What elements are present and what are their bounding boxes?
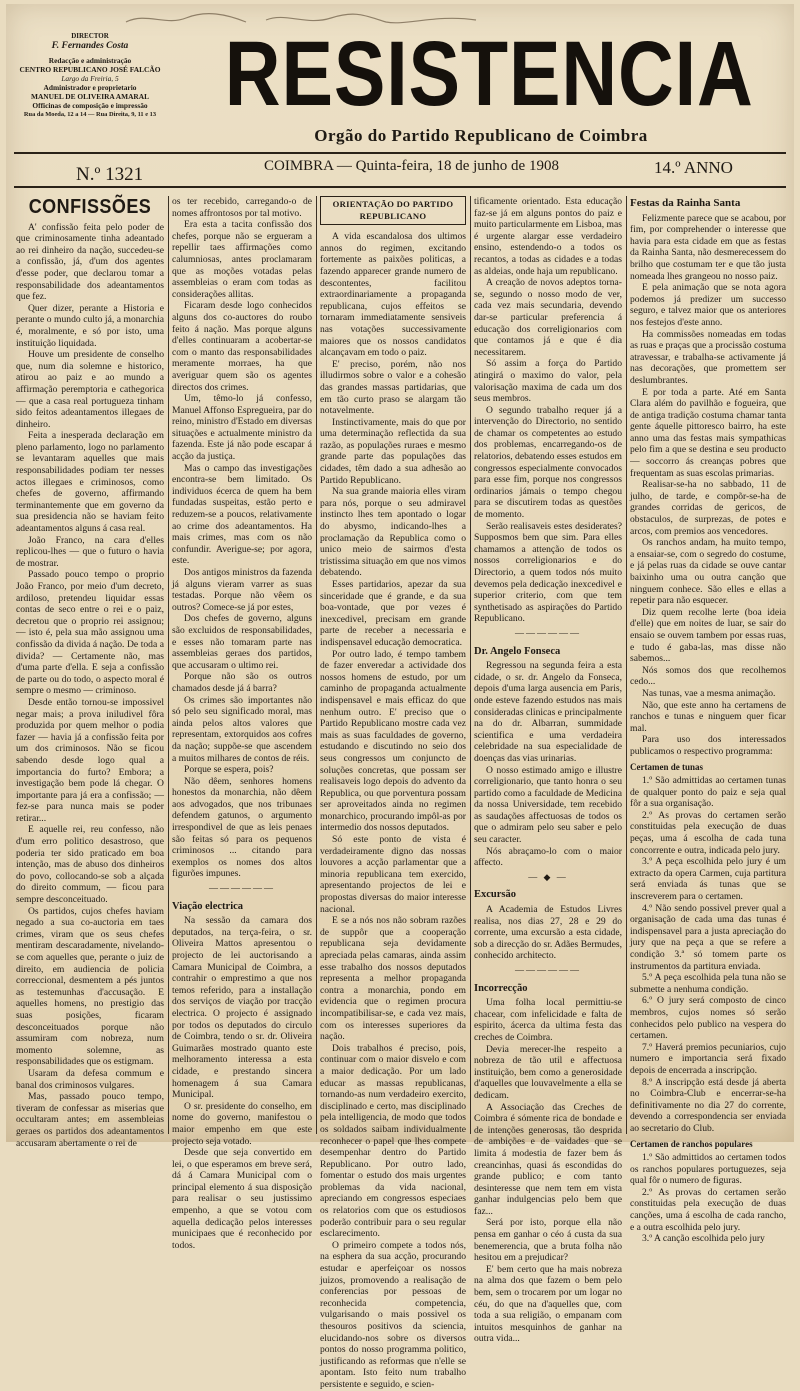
paragraph: Dos chefes de governo, alguns são excluidos de responsabilidades, e esses não tomaram parte nas assembleias geraes dos partidos, que accusaram o ultimo rei. <box>172 613 312 671</box>
paragraph: Porque não são os outros chamados desde já á barra? <box>172 671 312 694</box>
paragraph: Os partidos, cujos chefes haviam negado a sua co-auctoria em taes crimes, viram que os seus chefes mentiram descaradamente, nivelando-se com aquelles que, perante o juiz de direito, em audiencia de policia correccional, desmentem a pés juntos as testemunhas d'accusação. E aquelles homens, no prestigio das suas posições, ficaram desconceituados porque não assumiram com nobreza, num momento solemne, as responsabilidades que os estigmam. <box>16 905 164 1068</box>
issue-year: 14.º ANNO <box>654 158 733 177</box>
list-item: 1.º São admittidos ao certamen todos os ranchos populares portuguezes, seja qual fôr o numero de figuras. <box>630 1152 786 1187</box>
masthead-rule-bottom <box>14 186 786 188</box>
paragraph: Quer dizer, perante a Historia e perante o mundo culto já, a monarchia é, moralmente, e só por isto, uma instituição liquidada. <box>16 302 164 349</box>
column-3 <box>320 196 466 1390</box>
column-divider <box>316 196 317 1134</box>
paragraph: Usaram da defesa commum e banal dos criminosos vulgares. <box>16 1067 164 1091</box>
paragraph: Será por isto, porque ella não pensa em ganhar o céo á custa da sua benemerencia, que a bruta folha não hesitou em a prejudicar? <box>474 1217 622 1264</box>
paragraph: A Associação das Creches de Coimbra é sómente rica de bondade e de intenções generosas, tão desprida de ambições e de vaidades que se limita á modestia de fazer bem ás creancinhas, quasi ás escondidas do grande publico; e com tanto desinteresse que nem tem em vista ganhar indulgencias pelo bem que faz... <box>474 1101 622 1217</box>
paragraph: Houve um presidente de conselho que, num dia solemne e historico, atirou ao paiz e ao mundo a affirmação peremptoria e cathegorica — que a casa real portugueza tinham sido feitos adeantamentos illegaes de dinheiro. <box>16 349 164 430</box>
paragraph: E se a nós nos não sobram razões de suppôr que a cooperação republicana seja devidamente apreciada pelas camaras, ainda assim esse trabalho dos nossos deputados representa a melhor propaganda contra a monarchia, pondo em evidencia que o regimen procura incompatibilisar-se, e cada vez mais, com os interesses superiores da nação. <box>320 915 466 1043</box>
paragraph: Desde então tornou-se impossivel negar mais; a prova iniludivel fôra produzida por quem melhor o podia fazer — havia já a confissão feita por um dos criminosos. Não se ficou sabendo desde logo qual a importancia do furto? Embora; a investigação bem pode lá chegar. O importante para já era a confissão; — fez-se para nunca mais se poder retirar... <box>16 696 164 824</box>
paragraph: Esses partidarios, apezar da sua sinceridade que é grande, e da sua boa-vontade, que por vezes é inexcedivel, precisam em grande parte de receber a necessaria e indispensavel educação democratica. <box>320 579 466 648</box>
paragraph: Uma folha local permittiu-se chacear, com infelicidade e falta de espirito, ácerca da ultima festa das creches de Coimbra. <box>474 997 622 1043</box>
paragraph: Nós somos dos que recolhemos cedo... <box>630 664 786 688</box>
column-divider <box>626 196 627 1134</box>
list-item: 1.º São admittidas ao certamen tunas de qualquer ponto do paiz e seja qual fôr a sua organisação. <box>630 775 786 810</box>
masthead-rule-top <box>14 152 786 154</box>
paragraph: Mas o campo das investigações encontra-se bem limitado. Os individuos écerca de quem ha bem fundadas suspeitas, estão perto e reduzem-se a poucos, relativamente ao crime dos adeantamentos. Ha mais crimes, mas com os não confundir. Averigue-se; por agora, este. <box>172 462 312 567</box>
paragraph: Diz quem recolhe lerte (boa ideia d'elle) que em noites de luar, se sair do ensaio se ouvem tambem por essas ruas, e tudo é gaba-las, mas disse não sabemos... <box>630 606 786 665</box>
column-divider <box>470 196 471 1134</box>
redaccao-address: Largo da Freiria, 5 <box>61 74 119 83</box>
paragraph: Um, têmo-lo já confesso, Manuel Affonso Espregueira, par do reino, ministro d'Estado em diversas situações e actualmente ministro da fazenda. Este já não pode escapar á acção da justiça. <box>172 393 312 463</box>
section-heading-festas: Festas da Rainha Santa <box>630 197 741 209</box>
paragraph: A vida escandalosa dos ultimos annos do regimen, excitando fortemente as paixões politicas, a fazendo apparecer grande numero de descontentes, facilitou extraordinariamente a propaganda republicana, cujos effeitos se tornaram immediatamente sensiveis nas votações successivamente maiores que os nossos candidatos alcançavam em todo o paiz. <box>320 231 466 359</box>
paragraph: Dois trabalhos é preciso, pois, continuar com o maior disvelo e com a maior dedicação. Por um lado educar as massas republicanas, tornando-as num verdadeiro exercito, disciplinado e certo, mas disciplinado pela intelligencia, de modo que todos os soldados saibam individualmente reconhecer o papel que lhes compete desempenhar dentro do Partido Republicano. Por outro lado, fomentar o estudo dos mais urgentes problemas da vida nacional, apreciando em congressos especiaes os relatorios com que os estudiosos poderão contribuir para o seu regular esclarecimento. <box>320 1042 466 1240</box>
column-4 <box>474 196 622 1345</box>
paragraph: E por toda a parte. Até em Santa Clara além do pavilhão e fogueira, que de antiga tradição costuma chamar tanta gente áquelle pittoresco bairro, ha este anno uma das festas mais sympathicas pelo fim a que se destina e seu producto — soccorro ás creanças pobres que frequentam as suas escolas primarias. <box>630 386 786 479</box>
issue-number: N.º 1321 <box>76 164 144 185</box>
paragraph: Nas tunas, vae a mesma animação. <box>642 687 776 699</box>
redaccao-label: Redacção e administração <box>48 56 132 65</box>
dateline <box>14 156 786 185</box>
paragraph: O nosso estimado amigo e illustre correligionario, que tanto honra o seu partido como a faculdade de Medicina da nossa Universidade, tem recebido as saudações affectuosas de todos os que o admiram pelo seu saber e pelo seu caracter. <box>474 764 622 846</box>
masthead-imprint <box>14 32 166 119</box>
list-item: 2.º As provas do certamen serão constituidas pela execução de duas peças, uma á escolha de cada tuna concorrente e outra, indicada pelo jury. <box>630 809 786 856</box>
section-ornament: — ◆ — <box>528 871 568 882</box>
paragraph: Felizmente parece que se acabou, por fim, por comprehender o interesse que havia para esta cidade em que as festas da Rainha Santa, não desmerecessem do brilho que costumam ter e que tão justa nomeada lhes grangeou no nosso paiz. <box>630 212 786 282</box>
list-item: 4.º Não sendo possivel prever qual a organisação de cada uma das tunas é indispensavel para a justa apreciação do jury que na peça a que se refere a condição 3.ª só tomem parte os instrumentos da partitura enviada. <box>630 902 786 972</box>
paragraph: os ter recebido, carregando-o de nomes affrontosos por tal motivo. <box>172 196 312 219</box>
subheading-certamen-tunas: Certamen de tunas <box>630 761 703 772</box>
paragraph: Só assim a força do Partido atingirá o maximo do valor, pela valorisação maxima de cada um dos seus membros. <box>474 358 622 405</box>
paragraph: Feita a inesperada declaração em pleno parlamento, logo no parlamento se levantaram aquelles que mais responsabilidades podiam ter nesses actos illegaes e criminosos, como chefes de governo, affirmando terminantemente que em governo da sua presidencia não se haviam feito adeantamentos alguns á casa real. <box>16 430 164 535</box>
section-ornament: —————— <box>515 627 581 638</box>
newspaper-subtitle: Orgão do Partido Republicano de Coimbra <box>314 126 648 145</box>
section-ornament: —————— <box>515 965 581 975</box>
paragraph: A' confissão feita pelo poder de que criminosamente tinha adeantado ao rei dinheiro da nação, succedeu-se a confissão, já, d'um dos agentes d'esse poder, que declarou tomar a responsabilidade dos adeantamentos que fez. <box>16 221 164 303</box>
list-item: 6.º O jury será composto de cinco membros, cujos nomes só serão conhecidos pelo publico na vespera do certamen. <box>630 995 786 1042</box>
issue-date: COIMBRA — Quinta-feira, 18 de junho de 1908 <box>264 158 559 174</box>
subheading-certamen-ranchos: Certamen de ranchos populares <box>630 1138 753 1149</box>
paragraph: E pela animação que se nota agora podemos já predizer um successo seguro, e talvez maior que os anteriores nos festejos d'este anno. <box>630 282 786 328</box>
paragraph: João Franco, na cara d'elles replicou-lhes — que o futuro o havia de mostrar. <box>16 534 164 569</box>
paragraph: Os crimes são importantes não só pelo seu significado moral, mas ainda pelos altos valores que representam, extorquidos aos cofres da nação; suppõe-se que ascendem a muitos milhares de contos de réis. <box>172 694 312 764</box>
paragraph: Serão realisaveis estes desiderates? Supposmos bem que sim. Para elles chamamos a attenção de todos os nossos correligionarios e do Directorio, a quem todos nós muito devemos pela dedicação inexcedivel e superior criterio, com que tem synthetisado as aspirações do Partido Republicano. <box>474 520 622 625</box>
paragraph: Na sua grande maioria elles viram para nós, porque o seu admiravel instincto lhes tem apontado o logar do abysmo, indicando-lhes a proclamação da Republica como o unico meio de sairmos d'esta tristissima situação em que nos vimos debatendo. <box>320 486 466 579</box>
section-heading-viacao: Viação electrica <box>172 900 244 912</box>
paragraph: Instinctivamente, mais do que por uma determinação reflectida da sua razão, as populações ruraes e mesmo grande parte das populações das cidades, têm dado a sua adhesão ao Partido Republicano. <box>320 416 466 486</box>
admin-label: Administrador e proprietario <box>43 83 137 92</box>
paragraph: A creação de novos adeptos torna-se, segundo o nosso modo de ver, cada vez mais secundaria, devendo dar-se particular preferencia á educação dos correligionarios com que contamos já e que é dia necessitarem. <box>474 277 622 358</box>
list-item: 2.º As provas do certamen serão constituidas pela execução de duas canções, uma á escolha de cada rancho, e a outra escolhida pelo jury. <box>630 1186 786 1233</box>
redaccao-place: CENTRO REPUBLICANO JOSÉ FALCÃO <box>19 65 161 74</box>
paragraph: O segundo trabalho requer já a intervenção do Directorio, no sentido de chamar os competentes ao estudo dos problemas, encarregando-os de relatorios, debatendo esses estudos em congressos especialmente convocados para esse fim, porque nos congressos ordinarios jámais o tempo chegou para se discutirem todas as questões de momento. <box>474 404 622 521</box>
column-divider <box>168 196 169 1134</box>
paragraph: E' bem certo que ha mais nobreza na alma dos que fazem o bem pelo bem, sem o trocarem por um logar no céu, do que na d'aquelles que, com toda a sua religião, o empanam com intuitos mesquinhos de ganhar na outra vida... <box>474 1263 622 1345</box>
section-heading-excursao: Excursão <box>474 889 516 901</box>
director-label: DIRECTOR <box>71 32 109 40</box>
paragraph: O primeiro compete a todos nós, na esphera da sua acção, procurando estudar e aperfeiçoar os nossos juizos, promovendo a realisação de conferencias por pessoas de reconhecida competencia, vulgarisando o mais possivel os thesouros positivos da sciencia, elucidando-nos sobre os diversos pontos do nosso programma politico, justificando as reformas que n'elle se apontam. Isto feito num trabalho persistente e seguido, e scien- <box>320 1239 466 1390</box>
list-item: 3.º A canção escolhida pelo jury <box>642 1233 765 1245</box>
paragraph: Dos antigos ministros da fazenda já alguns vieram varrer as suas testadas. Porque não vêem os outros? Comece-se já por estes, <box>172 567 312 613</box>
paragraph: Na sessão da camara dos deputados, na terça-feira, o sr. Oliveira Mattos apresentou o projecto de lei auctorisando a Camara Municipal de Coimbra, a contrahir o emprestimo a que nos temos referido, para a installação dos serviços de viação por tracção electrica. O projecto é assignado por todos os deputados do circulo de Coimbra, tendo o sr. dr. Oliveira Guimarães mostrado quanto este melhoramento interessa a esta cidade, e prestando sincera homenagem á sua Camara Municipal. <box>172 915 312 1101</box>
paragraph: Realisar-se-ha no sabbado, 11 de julho, de tarde, e compõr-se-ha de grandes corridas de gericos, de obstaculos, de surprezas, de potes e arcos, com premios aos vencedores. <box>630 479 786 537</box>
masthead <box>176 23 786 146</box>
paragraph: A Academia de Estudos Livres realisa, nos dias 27, 28 e 29 do corrente, uma excursão a esta cidade, sob a direcção do sr. Adães Bermudes, conhecido architecto. <box>474 904 622 962</box>
officinas-address: Rua da Moeda, 12 a 14 — Rua Direita, 9, 11 e 13 <box>23 111 157 118</box>
paragraph: Passado pouco tempo o proprio João Franco, por meio d'um decreto, ardiloso, pretendeu liquidar essas contas de seco entre o rei e o paiz, decretou que o proprio rei assignou; — isto é, pela sua mão assignou uma confissão da divida á nação. De toda a divida? — Certamente não, mas d'uma parte d'ella. E seja a confissão de parte ou do todo, o aspecto moral é sempre o mesmo — criminoso. <box>16 569 164 697</box>
paragraph: E' preciso, porém, não nos illudirmos sobre o valor e a cohesão das grandes massas partidarias, que em tão curto praso se alargam tão notavelmente. <box>320 358 466 417</box>
section-ornament: —————— <box>209 883 275 894</box>
paragraph: Por outro lado, é tempo tambem de fazer enveredar a actividade dos nossos homens de estudo, por um caminho de propaganda actualmente indispensavel e mais efficaz do que nenhum outro. E' preciso que o Partido Republicano mostre cada vez mais as suas faculdades de governo, estudando e discutindo no seio dos seus congressos um conjuncto de soluções concretas, que possam ser realisaveis logo depois do advento da Republica, ou que porventura possam ser aproveitados ainda no regimen monarchico, procurando impôl-as por intermedio dos nossos deputados. <box>320 648 466 834</box>
column-2 <box>172 196 312 1251</box>
paragraph: Desde que seja convertido em lei, o que esperamos em breve será, dá á Camara Municipal com o principal elemento á sua disposição para realisar o seu justissimo empenho, a que se votou com aquella dedicação pelos interesses municipaes que é reconhecido por todos. <box>172 1147 312 1251</box>
paragraph: tificamente orientado. Esta educação faz-se já em alguns pontos do paiz e muito particularmente em Lisboa, mas é urgente alargar esse verdadeiro ensino, estendendo-o a todos os recantos, a todas as cidades e a todas as aldeias, onde haja um republicano. <box>474 196 622 277</box>
director-name: F. Fernandes Costa <box>51 41 129 51</box>
paragraph: Mas, passado pouco tempo, tiveram de confessar as miserias que occultaram antes; em assembleias geraes os partidos dos adeantamentos accusaram abertamente o rei de <box>16 1091 164 1149</box>
paragraph: Ficaram desde logo conhecidos alguns dos co-auctores do roubo feito á nação. Mas porque alguns d'elles continuaram a acobertar-se com o manto das responsabilidades meramente morraes, ha que averiguar quem são os agentes directos dos crimes. <box>172 300 312 393</box>
newspaper-title: RESISTENCIA <box>224 23 754 125</box>
list-item: 3.º A peça escolhida pelo jury é um extracto da opera Carmen, cuja partitura será enviada ás tunas que se inscreverem para o certamen. <box>630 856 786 903</box>
paragraph: O sr. presidente do conselho, em nome do governo, manifestou o maior empenho em que este projecto seja votado. <box>172 1100 312 1147</box>
column-5 <box>630 196 786 1245</box>
paragraph: Devia merecer-lhe respeito a nobreza de tão util e affectuosa instituição, bem como a generosidade d'aquelles que louvavelmente a ella se dedicam. <box>474 1043 622 1101</box>
paragraph: Não, que este anno ha certamens de ranchos e tunas e ninguem quer ficar mal. <box>630 699 786 734</box>
paragraph: Não dêem, senhores homens honestos da monarchia, não dêem aos advogados, que nos tribunaes defendem gatunos, o argumento irrespondivel de que as leis penaes são feitas só para os pequenos criminosos ... citando para exemplos os nomes dos altos figurões impunes. <box>172 775 312 880</box>
officinas-label: Officinas de composição e impressão <box>32 101 148 110</box>
list-item: 8.º A inscripção está desde já aberta no Coimbra-Club e encerrar-se-ha definitivamente no dia 27 do corrente, devendo a correspondencia ser enviada ao secretario do Club. <box>630 1076 786 1134</box>
paragraph: Era esta a tacita confissão dos chefes, porque não se ergueram a repellir taes affirmações como calumniosas, antes proclamaram que as moções votadas pelas assembleias o eram com todas as considerações allitas. <box>172 219 312 300</box>
paragraph: Regressou na segunda feira a esta cidade, o sr. dr. Angelo da Fonseca, depois d'uma larga ausencia em Paris, onde esteve fazendo estudos nas mais consideradas clinicas e principalmente na do dr. Albarran, summidade scientifica e uma verdadeira celebridade na sua especialidade de doenças das vias urinarias. <box>474 660 622 764</box>
paragraph: Porque se espera, pois? <box>184 764 274 776</box>
section-heading-angelo-fonseca: Dr. Angelo Fonseca <box>474 645 561 657</box>
paragraph: Ha commissões nomeadas em todas as ruas e praças que a procissão costuma atravessar, e trabalha-se activamente já nas decorações, que promettem ser deslumbrantes. <box>630 328 786 386</box>
column-1 <box>16 196 164 1149</box>
paragraph: E aquelle rei, reu confesso, não d'um erro politico desastroso, que poderia ter sido praticado em boa intenção, mas de abuso dos dinheiros do povo, collocando-se sob a alçada do direito commum, — ficou para sempre desconceituado. <box>16 824 164 906</box>
article-heading-confissoes: CONFISSÕES <box>28 196 152 218</box>
paragraph: Nós abraçamo-lo com o maior affecto. <box>474 845 622 869</box>
list-item: 5.º A peça escolhida pela tuna não se submette a nenhuma condição. <box>630 972 786 995</box>
list-item: 7.º Haverá premios pecuniarios, cujo numero e importancia será fixado depois de encerrada a inscripção. <box>630 1041 786 1076</box>
paragraph: Os ranchos andam, ha muito tempo, a ensaiar-se, com o segredo do costume, e já pelas ruas da cidade se ouve cantar baixinho uma ou outra canção que ninguem conhece. São elles e ellas a repetir para não esquecer. <box>630 537 786 607</box>
paragraph: Para uso dos interessados publicamos o respectivo programma: <box>630 734 786 757</box>
paragraph: Só este ponto de vista é verdadeiramente digno das nossas louvores a acção parlamentar que a minoria republicana tem exercido, apresentando projectos de lei e propostas diversas do maior interesse nacional. <box>320 834 466 915</box>
article-heading-orientacao: ORIENTAÇÃO DO PARTIDO REPUBLICANO <box>320 196 466 225</box>
admin-name: MANUEL DE OLIVEIRA AMARAL <box>30 92 150 101</box>
section-heading-incorreccao: Incorrecção <box>474 982 528 994</box>
newspaper-page <box>6 4 794 1390</box>
